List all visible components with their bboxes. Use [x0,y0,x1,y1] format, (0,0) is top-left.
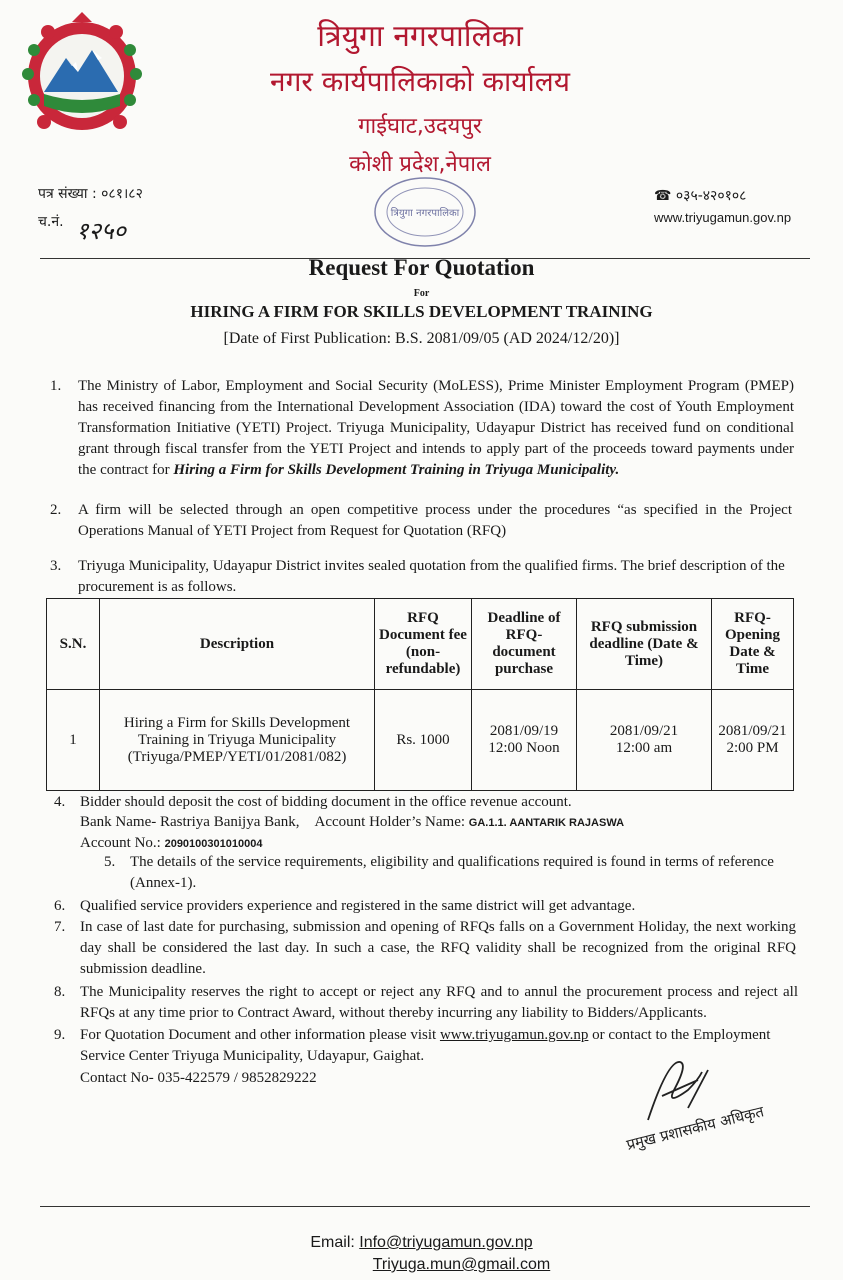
cell-purchase-deadline [472,690,577,791]
account-number: 2090100301010004 [164,838,263,850]
opening-date: 2081/09/21 [718,723,787,739]
title-subject: HIRING A FIRM FOR SKILLS DEVELOPMENT TRAINING [190,302,653,321]
table-header-row [47,599,794,690]
item-1-text: The Ministry of Labor, Employment and Social Security (MoLESS), Prime Minister Employment Program (PMEP) has received financing from the International Development Association (IDA) toward the cost of Youth Employment Transformation Initiative (YETI) Project. Triyuga Municipality, Udayapur District has received fund on conditional grant through fiscal transfer from the YETI Project and intends to apply part of the proceeds toward payments under the contract for Hiring a Firm for Skills Development Training in Triyuga Municipality. [78,378,794,478]
publication-date: [Date of First Publication: B.S. 2081/09/05 (AD 2024/12/20)] [223,330,620,347]
holder-value: GA.1.1. AANTARIK RAJASWA [468,817,625,829]
item-8-text: The Municipality reserves the right to accept or reject any RFQ and to annul the procurement process and reject all RFQs at any time prior to Contract Award, without thereby incurring any liability to Bidders/Applicants. [80,984,798,1021]
office-website[interactable]: www.triyugamun.gov.np [654,210,792,225]
purchase-date: 2081/09/19 [489,723,559,739]
item-number: 8. [54,984,66,1000]
column-header: Deadline of RFQ-document purchase [472,599,577,690]
item-number: 7. [54,919,66,935]
footer-divider [40,1206,810,1207]
purchase-time: 12:00 Noon [488,740,560,756]
page-title: Request For Quotation [308,255,535,280]
table-row [47,690,794,791]
stamp-text: त्रियुगा नगरपालिका [390,208,460,219]
dispatch-number-label: च.नं. [38,214,64,230]
description-line: Training in Triyuga Municipality [137,731,337,748]
account-label: Account No.: [80,835,165,851]
item-1-emphasis: Hiring a Firm for Skills Development Training in Triyuga Municipality. [173,462,620,478]
description-line: Hiring a Firm for Skills Development [123,714,351,731]
column-header: RFQ-Opening Date & Time [712,599,794,690]
footer-email-line [0,1234,843,1252]
office-name: नगर कार्यपालिकाको कार्यालय [270,65,570,98]
cell-opening [712,690,794,791]
submission-date: 2081/09/21 [609,723,679,739]
column-header: Description [100,599,375,690]
item-9-text: For Quotation Document and other information please visit www.triyugamun.gov.np or contact to the Employment Service Center Triyuga Municipality, Udayapur, Gaighat. [80,1027,771,1064]
item-number: 3. [50,558,62,574]
office-province: कोशी प्रदेश,नेपाल [349,152,491,177]
procurement-table [46,598,794,791]
municipality-name: त्रियुगा नगरपालिका [317,19,523,54]
officer-signature [618,1050,788,1160]
office-stamp [360,172,490,252]
cell-fee: Rs. 1000 [375,690,472,791]
column-header: RFQ Document fee (non-refundable) [375,599,472,690]
item-6-text: Qualified service providers experience and registered in the same district will get advantage. [80,898,636,914]
website-link[interactable]: www.triyugamun.gov.np [439,1027,589,1043]
email-label: Email: [310,1234,360,1251]
item-5-text: The details of the service requirements, eligibility and qualifications required is found in terms of reference (Annex-1). [130,854,774,891]
email-link[interactable]: Info@triyugamun.gov.np [359,1234,533,1251]
opening-time: 2:00 PM [726,740,779,756]
cell-sn: 1 [47,690,100,791]
item-2-text: A firm will be selected through an open competitive process under the procedures “as specified in the Project Operations Manual of YETI Project from Request for Quotation (RFQ) [78,502,792,539]
cell-description [100,690,375,791]
item-4-text: Bidder should deposit the cost of bidding document in the office revenue account. [80,794,572,810]
bank-name: Bank Name- Rastriya Banijya Bank, [80,814,300,830]
email-link-secondary[interactable]: Triyuga.mun@gmail.com [372,1256,551,1273]
office-address: गाईघाट,उदयपुर [358,114,482,139]
footer-email-line-2 [0,1256,843,1274]
nepal-emblem-icon [14,10,150,138]
column-header: S.N. [47,599,100,690]
item-number: 4. [54,794,66,810]
description-line: (Triyuga/PMEP/YETI/01/2081/082) [127,748,347,765]
office-phone: ☎ ०३५-४२०१०८ [654,188,747,204]
signature-designation: प्रमुख प्रशासकीय अधिकृत [624,1102,766,1154]
letter-number: पत्र संख्या : ०८१।८२ [38,186,143,202]
bank-details [80,812,794,834]
cell-submission-deadline [577,690,712,791]
contact-number: Contact No- 035-422579 / 9852829222 [80,1070,317,1086]
title-for: For [413,288,430,299]
holder-label: Account Holder’s Name: [314,814,469,830]
item-number: 5. [104,854,116,870]
item-3-text: Triyuga Municipality, Udayapur District invites sealed quotation from the qualified firms. The brief description of the procurement is as follows. [78,558,785,595]
item-number: 6. [54,898,66,914]
dispatch-number-value: १२५० [76,217,126,245]
item-number: 1. [50,378,62,394]
item-number: 9. [54,1027,66,1043]
item-number: 2. [50,502,62,518]
column-header: RFQ submission deadline (Date & Time) [577,599,712,690]
item-7-text: In case of last date for purchasing, submission and opening of RFQs falls on a Government Holiday, the next working day shall be considered the last day. In such a case, the RFQ validity shall be recognized from the original RFQ submission deadline. [80,919,796,977]
submission-time: 12:00 am [615,740,673,756]
